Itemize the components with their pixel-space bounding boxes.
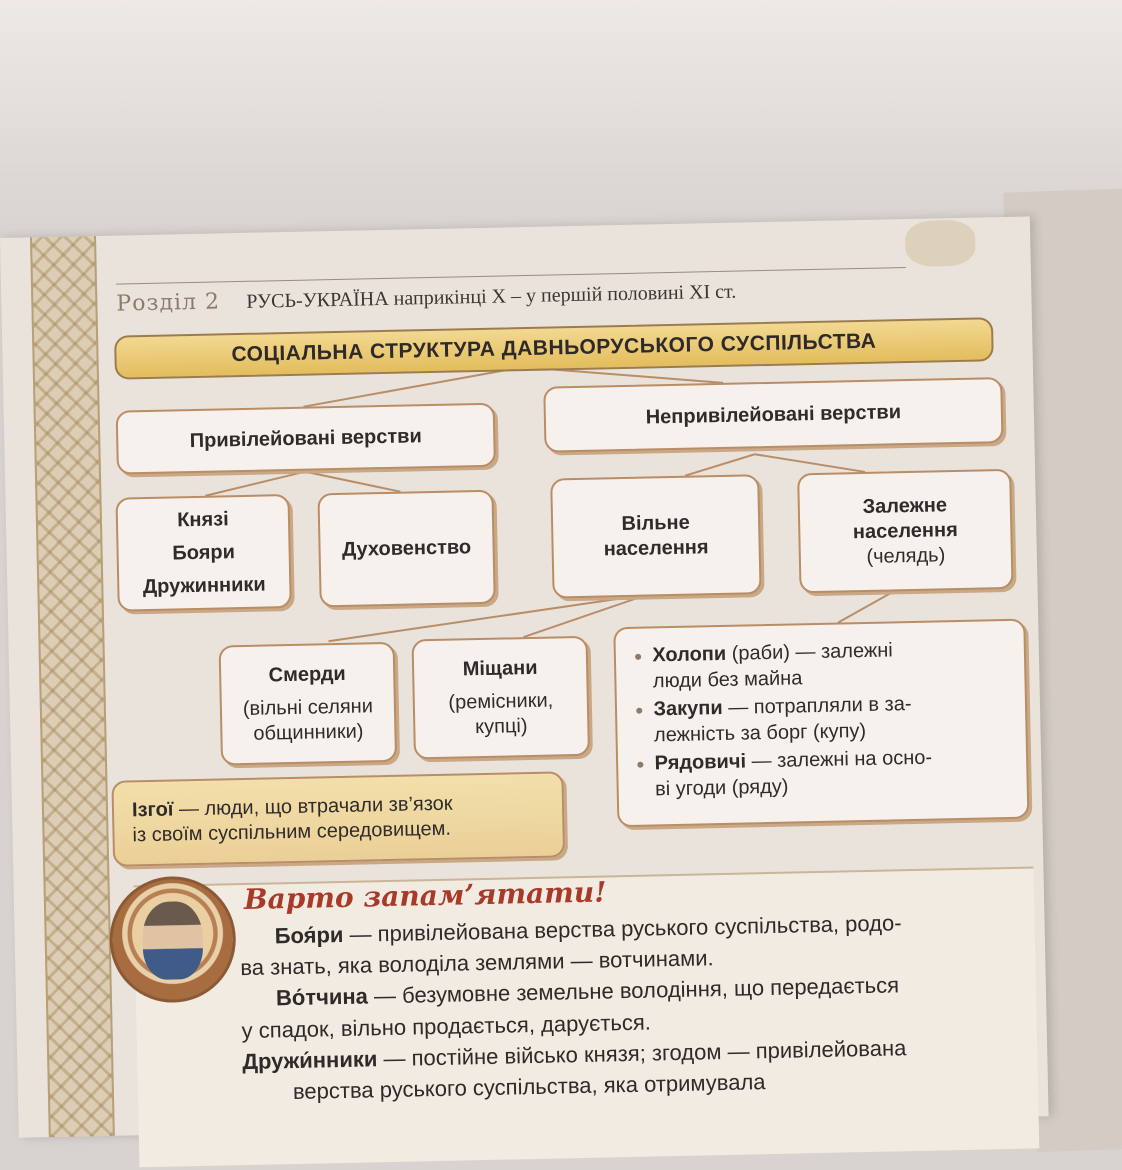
bullet-icon: ●	[633, 647, 643, 664]
bullet-icon: ●	[634, 701, 644, 718]
privileged-strata-label: Привілейовані верстви	[189, 424, 422, 452]
zakupy-def: — потрапляли в за-	[722, 693, 912, 719]
section-label: Розділ 2	[116, 289, 221, 317]
unprivileged-strata-box	[543, 377, 1003, 453]
izgoi-def: — люди, що втрачали зв’язок	[173, 792, 453, 821]
kholopy-def: (раби) — залежні	[725, 639, 893, 665]
izgoi-def-cont: із своїм суспільним середовищем.	[132, 817, 452, 847]
def-druzhynnyky: — постійне військо князя; згодом — привілейована	[377, 1035, 907, 1072]
clergy-box	[317, 490, 495, 608]
mishchany-desc-line1: (ремісники,	[448, 689, 554, 714]
list-item	[636, 745, 933, 803]
riadovychi-def: — залежні на осно-	[745, 746, 933, 773]
def-druzhynnyky-cont: верства руського суспільства, яка отримувала	[292, 1069, 766, 1105]
smerdy-title: Смерди	[268, 662, 346, 686]
def-votchyna: — безумовне земельне володіння, що передається	[367, 972, 900, 1009]
term-votchyna: Во́тчина	[275, 983, 369, 1011]
dependent-population-box	[797, 469, 1013, 593]
remember-section	[134, 866, 1040, 1167]
remember-text	[239, 905, 1033, 1109]
nobility-druzhynnyky: Дружинники	[142, 573, 266, 598]
free-population-box	[550, 474, 761, 598]
izgoi-term: Ізгої	[131, 798, 174, 822]
kholopy-term: Холопи	[652, 642, 727, 667]
zakupy-def-cont: лежність за борг (купу)	[653, 719, 867, 747]
mishchany-box	[411, 636, 589, 760]
privileged-strata-box	[116, 403, 496, 475]
izgoi-box	[111, 771, 565, 866]
zakupy-term: Закупи	[653, 696, 723, 721]
smerdy-desc-line2: общинники)	[253, 719, 364, 745]
unprivileged-strata-label: Непривілейовані верстви	[645, 400, 902, 429]
clergy-label: Духовенство	[341, 535, 472, 561]
bullet-icon: ●	[635, 755, 645, 772]
smerdy-desc-line1: (вільні селяни	[242, 694, 374, 720]
dependent-population-line2: населення	[852, 518, 958, 543]
chronicler-portrait-icon	[108, 875, 237, 1004]
diagram-title: СОЦІАЛЬНА СТРУКТУРА ДАВНЬОРУСЬКОГО СУСПІЛЬСТВА	[114, 317, 994, 379]
nobility-box	[115, 494, 291, 612]
dependent-population-note: (челядь)	[866, 543, 946, 568]
dependent-categories-box	[613, 619, 1029, 828]
riadovychi-term: Рядовичі	[654, 750, 747, 775]
term-druzhynnyky: Дружи́нники	[242, 1046, 378, 1075]
book-page	[0, 216, 1049, 1137]
free-population-line2: населення	[603, 536, 709, 561]
def-boyary-cont: ва знать, яка володіла землями — вотчинами.	[240, 945, 714, 981]
term-boyary: Боя́ри	[274, 921, 344, 949]
riadovychi-def-cont: ві угоди (ряду)	[654, 775, 789, 801]
def-boyary: — привілейована верства руського суспільства, родо-	[343, 910, 902, 947]
kholopy-def-cont: люди без майна	[652, 667, 803, 693]
dependent-population-line1: Залежне	[862, 493, 948, 518]
remember-title: Варто запам’ятати!	[243, 875, 607, 917]
list-item	[634, 637, 894, 694]
mishchany-title: Міщани	[462, 656, 538, 680]
nobility-boyars: Бояри	[172, 540, 236, 564]
def-votchyna-cont: у спадок, вільно продається, дарується.	[241, 1009, 652, 1043]
nobility-princes: Князі	[176, 507, 229, 531]
section-title: РУСЬ-УКРАЇНА наприкінці X – у першій половині XI ст.	[246, 280, 737, 313]
free-population-line1: Вільне	[621, 511, 690, 536]
list-item	[635, 691, 913, 749]
smerdy-box	[219, 642, 397, 766]
mishchany-desc-line2: купці)	[474, 714, 528, 738]
